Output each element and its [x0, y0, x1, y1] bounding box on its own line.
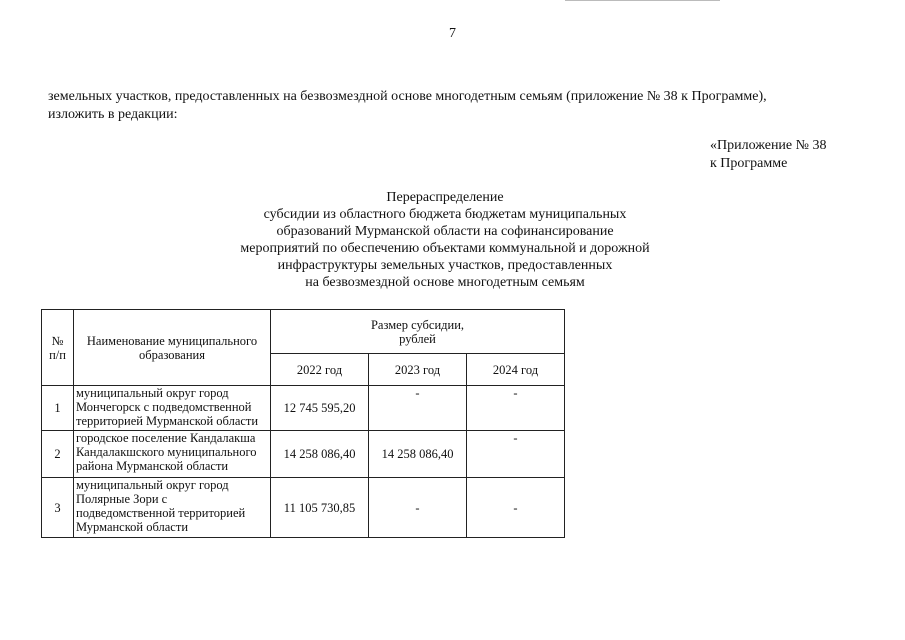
table-row [42, 431, 565, 478]
header-number-line1: № [51, 333, 64, 348]
page-number: 7 [449, 26, 456, 41]
row-number: 3 [42, 478, 74, 538]
row-number: 2 [42, 431, 74, 478]
row-value-2023: - [369, 386, 467, 431]
title-line: инфраструктуры земельных участков, предоставленных [277, 258, 613, 273]
row-municipality: городское поселение Кандалакша Кандалакшского муниципального района Мурманской области [74, 431, 271, 478]
header-number-line2: п/п [49, 347, 66, 362]
appendix-reference [710, 137, 827, 173]
table-header-row [42, 310, 565, 354]
title-line: на безвозмездной основе многодетным семьям [305, 275, 585, 290]
header-subsidy-size [271, 310, 565, 354]
title-line: мероприятий по обеспечению объектами коммунальной и дорожной [240, 241, 650, 256]
header-size-line1: Размер субсидии, [370, 317, 465, 332]
row-number: 1 [42, 386, 74, 431]
row-value-2024: - [467, 478, 565, 538]
header-size-line2: рублей [399, 331, 436, 346]
header-year-2023: 2023 год [369, 354, 467, 386]
header-year-2022: 2022 год [271, 354, 369, 386]
appendix-line: «Приложение № 38 [710, 138, 827, 153]
row-municipality: муниципальный округ город Полярные Зори с подведомственной территорией Мурманской области [74, 478, 271, 538]
appendix-line: к Программе [710, 156, 788, 171]
table-row [42, 478, 565, 538]
intro-line: изложить в редакции: [48, 107, 178, 122]
scan-artifact-line [565, 0, 720, 1]
header-number [42, 310, 74, 386]
row-value-2022: 11 105 730,85 [271, 478, 369, 538]
header-year-2024: 2024 год [467, 354, 565, 386]
table-row [42, 386, 565, 431]
intro-paragraph [48, 88, 848, 124]
row-value-2024: - [467, 386, 565, 431]
intro-line: земельных участков, предоставленных на безвозмездной основе многодетным семьям (приложение № 38 к Программе), [48, 89, 767, 104]
document-title [200, 189, 690, 291]
row-value-2023: - [369, 478, 467, 538]
subsidy-table [41, 309, 565, 538]
header-municipality: Наименование муниципального образования [74, 310, 271, 386]
row-value-2023: 14 258 086,40 [369, 431, 467, 478]
row-value-2022: 14 258 086,40 [271, 431, 369, 478]
title-line: Перераспределение [386, 190, 504, 205]
row-municipality: муниципальный округ город Мончегорск с подведомственной территорией Мурманской области [74, 386, 271, 431]
title-line: субсидии из областного бюджета бюджетам муниципальных [263, 207, 627, 222]
row-value-2024: - [467, 431, 565, 478]
row-value-2022: 12 745 595,20 [271, 386, 369, 431]
title-line: образований Мурманской области на софинансирование [276, 224, 614, 239]
